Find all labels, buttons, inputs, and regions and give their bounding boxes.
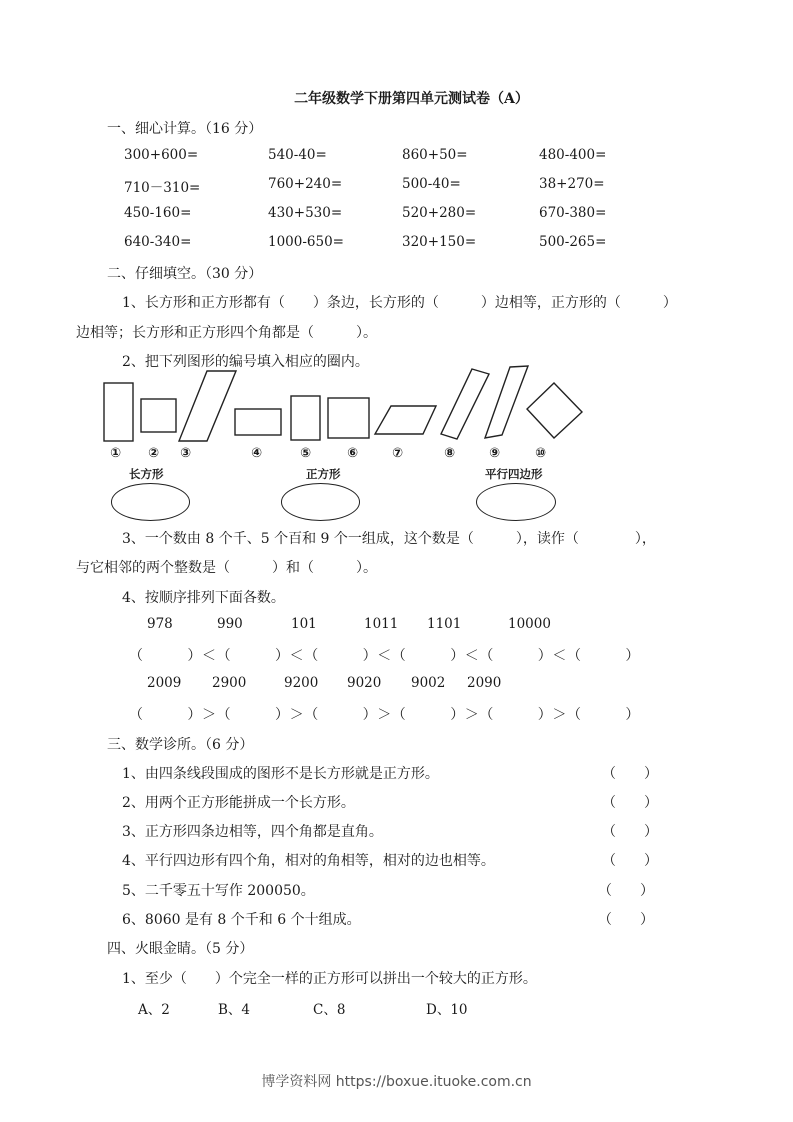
number-item: 990 [217,616,243,632]
number-item: 10000 [508,616,551,632]
number-item: 2090 [467,675,502,691]
calc-item: 300+600= [124,147,199,163]
judgement-item: 4、平行四边形有四个角，相对的角相等，相对的边也相等。 [122,853,495,869]
shape-number: ⑦ [392,446,404,461]
descending-order-blanks[interactable]: （ ）＞（ ）＞（ ）＞（ ）＞（ ）＞（ ） [129,707,640,723]
number-item: 1101 [427,616,462,632]
shape-8-parallelogram [441,369,489,439]
calc-item: 450-160= [124,205,192,221]
number-item: 2900 [212,675,247,691]
shape-4-rectangle [235,409,281,435]
judgement-answer-blank[interactable]: （ ） [602,824,658,840]
number-item: 2009 [147,675,182,691]
shape-7-parallelogram [375,406,436,434]
footer-watermark: 博学资料网 https://boxue.ituoke.com.cn [261,1074,532,1090]
shape-9-parallelogram [485,366,528,438]
shape-2-square [141,399,176,432]
section-1-heading: 一、细心计算。（16 分） [107,121,263,137]
question-2-1-line1: 1、长方形和正方形都有（ ）条边，长方形的（ ）边相等，正方形的（ ） [122,295,677,311]
shape-number: ⑨ [489,446,501,461]
question-4-1: 1、至少（ ）个完全一样的正方形可以拼出一个较大的正方形。 [122,971,537,987]
calc-item: 640-340= [124,234,192,250]
judgement-answer-blank[interactable]: （ ） [598,912,654,928]
judgement-item: 1、由四条线段围成的图形不是长方形就是正方形。 [122,766,439,782]
calc-item: 860+50= [402,147,468,163]
category-label-square: 正方形 [306,467,341,481]
number-item: 1011 [364,616,399,632]
option-a[interactable]: A、2 [138,1002,170,1018]
shape-10-square-diamond [527,383,582,438]
calc-item: 480-400= [539,147,607,163]
shape-number: ② [148,446,160,461]
calc-item: 760+240= [268,176,343,192]
question-2-4: 4、按顺序排列下面各数。 [122,590,285,606]
judgement-item: 6、8060 是有 8 个千和 6 个十组成。 [122,912,361,928]
answer-oval-rectangle[interactable] [111,483,190,521]
shape-number: ⑧ [444,446,456,461]
shape-1-rectangle [104,383,133,441]
calc-item: 540-40= [268,147,327,163]
calc-item: 520+280= [402,205,477,221]
question-2-1-line2: 边相等；长方形和正方形四个角都是（ ）。 [76,325,377,341]
ascending-order-blanks[interactable]: （ ）＜（ ）＜（ ）＜（ ）＜（ ）＜（ ） [129,648,640,664]
judgement-answer-blank[interactable]: （ ） [602,766,658,782]
shape-number: ⑥ [347,446,359,461]
shape-number: ① [110,446,122,461]
judgement-item: 5、二千零五十写作 200050。 [122,883,315,899]
question-2-3-line1: 3、一个数由 8 个千、5 个百和 9 个一组成，这个数是（ ），读作（ ）， [122,531,656,547]
calc-item: 500-265= [539,234,607,250]
section-2-heading: 二、仔细填空。（30 分） [107,266,263,282]
shape-5-rectangle [291,396,320,440]
shape-3-parallelogram [179,371,236,441]
shape-number: ⑤ [300,446,312,461]
calc-item: 710－310= [124,180,201,196]
number-item: 978 [147,616,173,632]
calc-item: 38+270= [539,176,605,192]
option-b[interactable]: B、4 [218,1002,251,1018]
number-item: 101 [291,616,317,632]
number-item: 9200 [284,675,319,691]
number-item: 9020 [347,675,382,691]
calc-item: 430+530= [268,205,343,221]
judgement-item: 3、正方形四条边相等，四个角都是直角。 [122,824,383,840]
option-c[interactable]: C、8 [313,1002,346,1018]
question-2-2: 2、把下列图形的编号填入相应的圈内。 [122,354,369,370]
section-3-heading: 三、数学诊所。（6 分） [107,737,254,753]
question-2-3-line2: 与它相邻的两个整数是（ ）和（ ）。 [76,560,377,576]
shape-6-square [328,398,369,438]
category-label-parallelogram: 平行四边形 [485,467,543,481]
judgement-item: 2、用两个正方形能拼成一个长方形。 [122,795,355,811]
answer-oval-square[interactable] [281,483,360,521]
category-label-rectangle: 长方形 [129,467,164,481]
judgement-answer-blank[interactable]: （ ） [602,795,658,811]
number-item: 9002 [411,675,446,691]
option-d[interactable]: D、10 [426,1002,468,1018]
shape-number: ③ [180,446,192,461]
judgement-answer-blank[interactable]: （ ） [602,853,658,869]
answer-oval-parallelogram[interactable] [476,483,556,521]
calc-item: 320+150= [402,234,477,250]
calc-item: 500-40= [402,176,461,192]
section-4-heading: 四、火眼金睛。（5 分） [107,941,254,957]
page-title: 二年级数学下册第四单元测试卷（A） [294,91,529,107]
judgement-answer-blank[interactable]: （ ） [598,883,654,899]
calc-item: 1000-650= [268,234,344,250]
shape-number: ⑩ [535,446,547,461]
shape-number: ④ [251,446,263,461]
calc-item: 670-380= [539,205,607,221]
